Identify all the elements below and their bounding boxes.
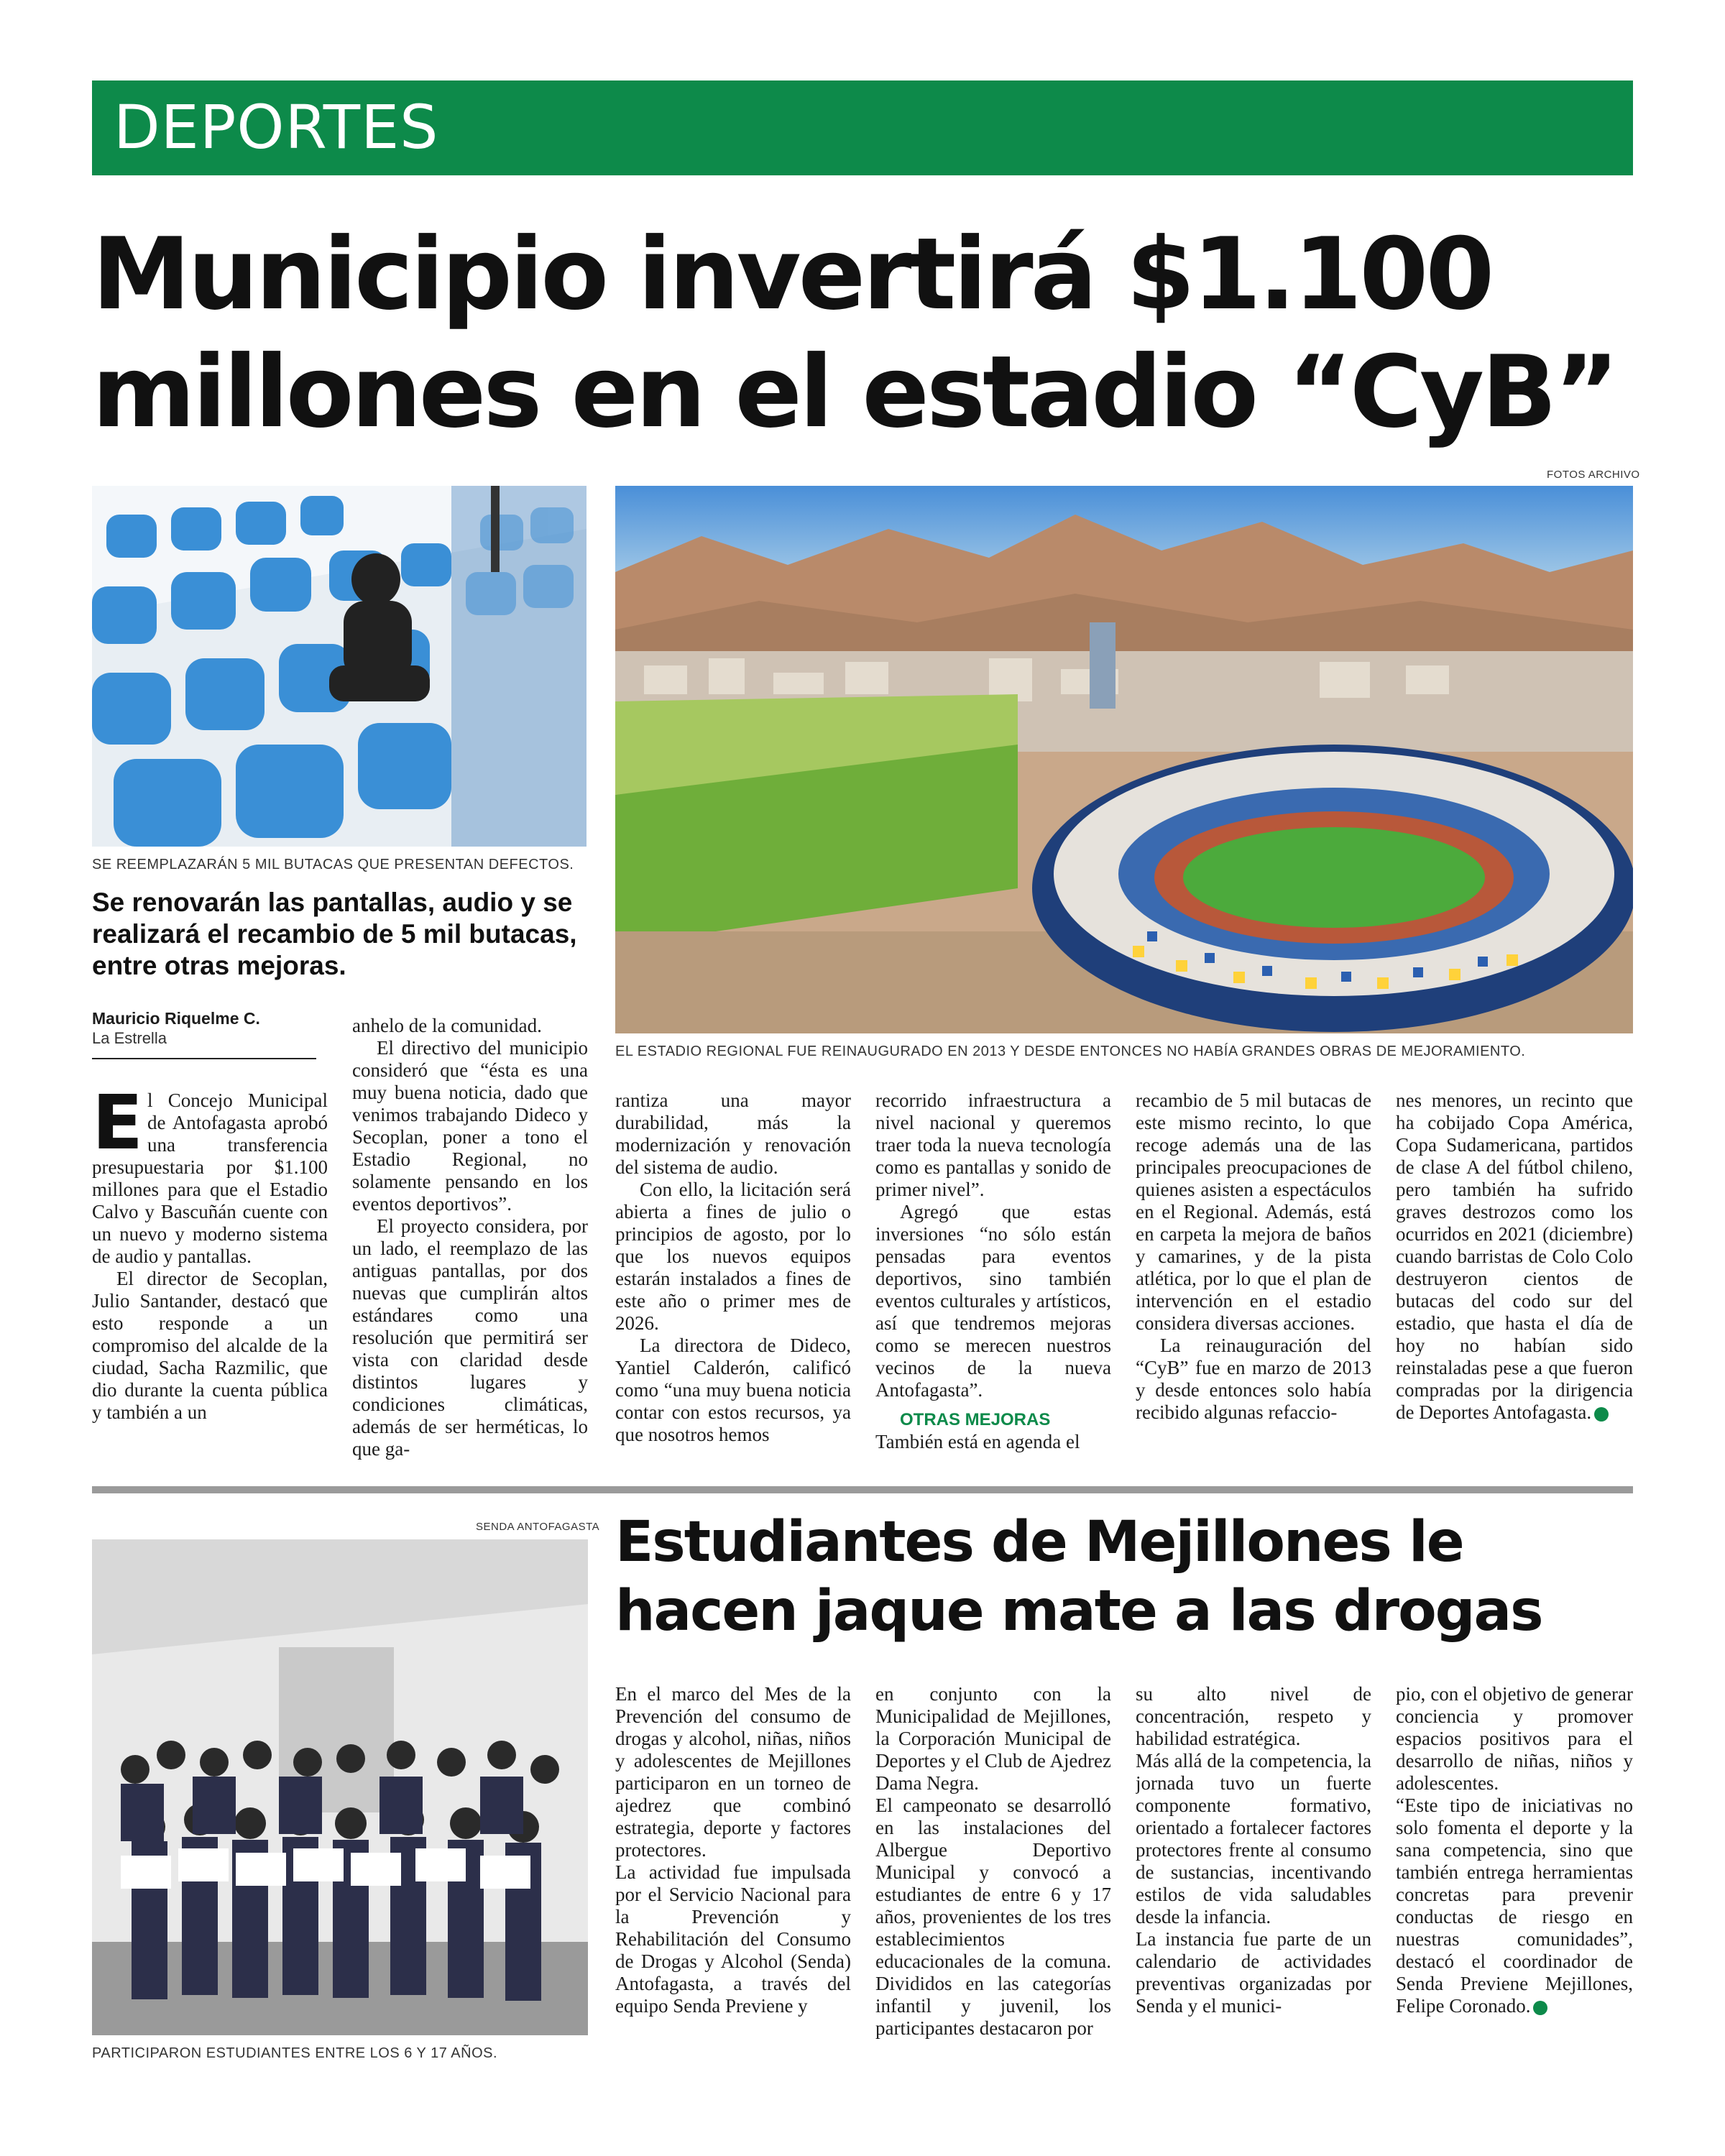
- headline: [92, 216, 1633, 451]
- body-paragraph: Agregó que estas inversiones “no sólo están pensadas para eventos deportivos, sino también eventos culturales y artísticos, así que tendremos mejoras como se merecen nuestros vecinos de la nueva Antofagasta”.: [875, 1201, 1111, 1401]
- article-2-column-4: [1396, 1683, 1633, 2086]
- article-column-1: [92, 1089, 328, 1478]
- body-paragraph: El campeonato se desarrolló en las instalaciones del Albergue Deportivo Municipal y convocó a estudiantes de entre 6 y 17 años, provenientes de los tres establecimientos educacionales de la comuna. Divididos en las categorías infantil y juvenil, los participantes destacaron por: [875, 1795, 1111, 2039]
- article-2-column-3: [1136, 1683, 1371, 2086]
- body-paragraph: en conjunto con la Municipalidad de Mejillones, la Corporación Municipal de Deportes y el Club de Ajedrez Dama Negra.: [875, 1683, 1111, 1794]
- article-2-column-1: [615, 1683, 851, 2086]
- body-paragraph: pio, con el objetivo de generar conciencia y promover espacios positivos para el desarrollo de niñas, niños y adolescentes.: [1396, 1683, 1633, 1794]
- body-paragraph: nes menores, un recinto que ha cobijado Copa América, Copa Sudamericana, partidos de clase A del fútbol chileno, pero también ha sufrido graves destrozos como los ocurridos en 2021 (diciembre) cuando barristas de Colo Colo destruyeron cientos de butacas del codo sur del estadio, que hasta el día de hoy no habían sido reinstaladas pese a que fueron compradas por la dirigencia de Deportes Antofagasta.: [1396, 1089, 1633, 1423]
- article-column-3: [615, 1089, 851, 1478]
- article-column-2: [352, 1015, 588, 1478]
- body-paragraph: recorrido infraestructura a nivel nacional y queremos traer toda la nueva tecnología como es pantallas y sonido de primer nivel”.: [875, 1089, 1111, 1200]
- photo-credit: SENDA ANTOFAGASTA: [476, 1521, 600, 1533]
- section-banner: [92, 80, 1633, 175]
- body-paragraph: anhelo de la comunidad.: [352, 1015, 542, 1036]
- seats-photo: [92, 486, 586, 847]
- subhead: OTRAS MEJORAS: [900, 1410, 1051, 1429]
- body-paragraph: En el marco del Mes de la Prevención del consumo de drogas y alcohol, niñas, niños y adolescentes de Mejillones participaron en un torneo de ajedrez que combinó estrategia, deporte y factores protectores.: [615, 1683, 851, 1861]
- byline-publication: La Estrella: [92, 1029, 167, 1047]
- byline-rule: [92, 1058, 316, 1059]
- body-paragraph: su alto nivel de concentración, respeto y habilidad estratégica.: [1136, 1683, 1371, 1749]
- article-deck: Se renovarán las pantallas, audio y se realizará el recambio de 5 mil butacas, entre otras mejoras.: [92, 888, 577, 980]
- article-divider: [92, 1486, 1633, 1493]
- students-photo: [92, 1539, 588, 2035]
- body-paragraph: La directora de Dideco, Yantiel Calderón, calificó como “una muy buena noticia contar con estos recursos, ya que nosotros hemos: [615, 1335, 851, 1445]
- photo-credit: FOTOS ARCHIVO: [1547, 469, 1640, 481]
- stadium-caption: EL ESTADIO REGIONAL FUE REINAUGURADO EN 2013 Y DESDE ENTONCES NO HABÍA GRANDES OBRAS DE MEJORAMIENTO.: [615, 1044, 1526, 1059]
- headline-line-2: millones en el estadio “CyB”: [92, 334, 1616, 450]
- body-paragraph: La instancia fue parte de un calendario de actividades preventivas organizadas por Senda y el munici-: [1136, 1928, 1371, 2017]
- headline-2-line-2: hacen jaque mate a las drogas: [615, 1579, 1542, 1644]
- body-paragraph: La actividad fue impulsada por el Servicio Nacional para la Prevención y Rehabilitación del Consumo de Drogas y Alcohol (Senda) Antofagasta, a través del equipo Senda Previene y: [615, 1861, 851, 2017]
- end-mark-icon: [1594, 1407, 1609, 1422]
- article-column-6: [1396, 1089, 1633, 1478]
- article-column-5: [1136, 1089, 1371, 1478]
- section-label: DEPORTES: [114, 92, 439, 162]
- body-paragraph: La reinauguración del “CyB” fue en marzo de 2013 y desde entonces solo había recibido algunas refaccio-: [1136, 1335, 1371, 1423]
- headline-2: [615, 1508, 1633, 1646]
- article-2-column-2: [875, 1683, 1111, 2086]
- body-paragraph: l Concejo Municipal de Antofagasta aprobó una transferencia presupuestaria por $1.100 millones para que el Estadio Calvo y Bascuñán cuente con un nuevo y moderno sistema de audio y pantallas.: [92, 1089, 328, 1267]
- body-paragraph: “Este tipo de iniciativas no solo fomenta el deporte y la sana competencia, sino que también entrega herramientas concretas para prevenir conductas de riesgo en nuestras comunidades”, destacó el coordinador de Senda Previene Mejillones, Felipe Coronado.: [1396, 1795, 1633, 2017]
- body-paragraph: recambio de 5 mil butacas de este mismo recinto, lo que recoge además una de las principales preocupaciones de quienes asisten a espectáculos en el Regional. Además, está en carpeta la mejora de baños y camarines, y de la pista atlética, por lo que el plan de intervención en el estadio considera diversas acciones.: [1136, 1089, 1371, 1334]
- body-paragraph: También está en agenda el: [875, 1431, 1080, 1452]
- byline-author: Mauricio Riquelme C.: [92, 1009, 260, 1028]
- body-paragraph: rantiza una mayor durabilidad, más la modernización y renovación del sistema de audio.: [615, 1089, 851, 1178]
- article-column-4: [875, 1089, 1111, 1478]
- body-paragraph: El proyecto considera, por un lado, el reemplazo de las antiguas pantallas, por dos nuevas que cumplirán altos estándares como una resolución que permitirá ser vista con claridad desde distintos lugares y condiciones climáticas, además de ser herméticas, lo que ga-: [352, 1215, 588, 1460]
- end-mark-icon: [1533, 2001, 1547, 2015]
- body-paragraph: El directivo del municipio consideró que “ésta es una muy buena noticia, dado que venimos trabajando Dideco y Secoplan, poner a tono el Estadio Regional, no solamente pensando en los eventos deportivos”.: [352, 1037, 588, 1215]
- body-paragraph: El director de Secoplan, Julio Santander, destacó que esto responde a un compromiso del alcalde de la ciudad, Sacha Razmilic, que dio durante la cuenta pública y también a un: [92, 1268, 328, 1423]
- drop-cap: E: [92, 1089, 144, 1166]
- headline-line-1: Municipio invertirá $1.100: [92, 216, 1492, 332]
- seats-caption: SE REEMPLAZARÁN 5 MIL BUTACAS QUE PRESENTAN DEFECTOS.: [92, 857, 574, 872]
- stadium-photo: [615, 486, 1633, 1033]
- headline-2-line-1: Estudiantes de Mejillones le: [615, 1510, 1463, 1575]
- students-caption: PARTICIPARON ESTUDIANTES ENTRE LOS 6 Y 17 AÑOS.: [92, 2045, 498, 2061]
- body-paragraph: Más allá de la competencia, la jornada tuvo un fuerte componente formativo, orientado a fortalecer factores protectores frente al consumo de sustancias, incentivando estilos de vida saludables desde la infancia.: [1136, 1750, 1371, 1927]
- body-paragraph: Con ello, la licitación será abierta a fines de julio o principios de agosto, por lo que los nuevos equipos estarán instalados a fines de este año o primer mes de 2026.: [615, 1179, 851, 1334]
